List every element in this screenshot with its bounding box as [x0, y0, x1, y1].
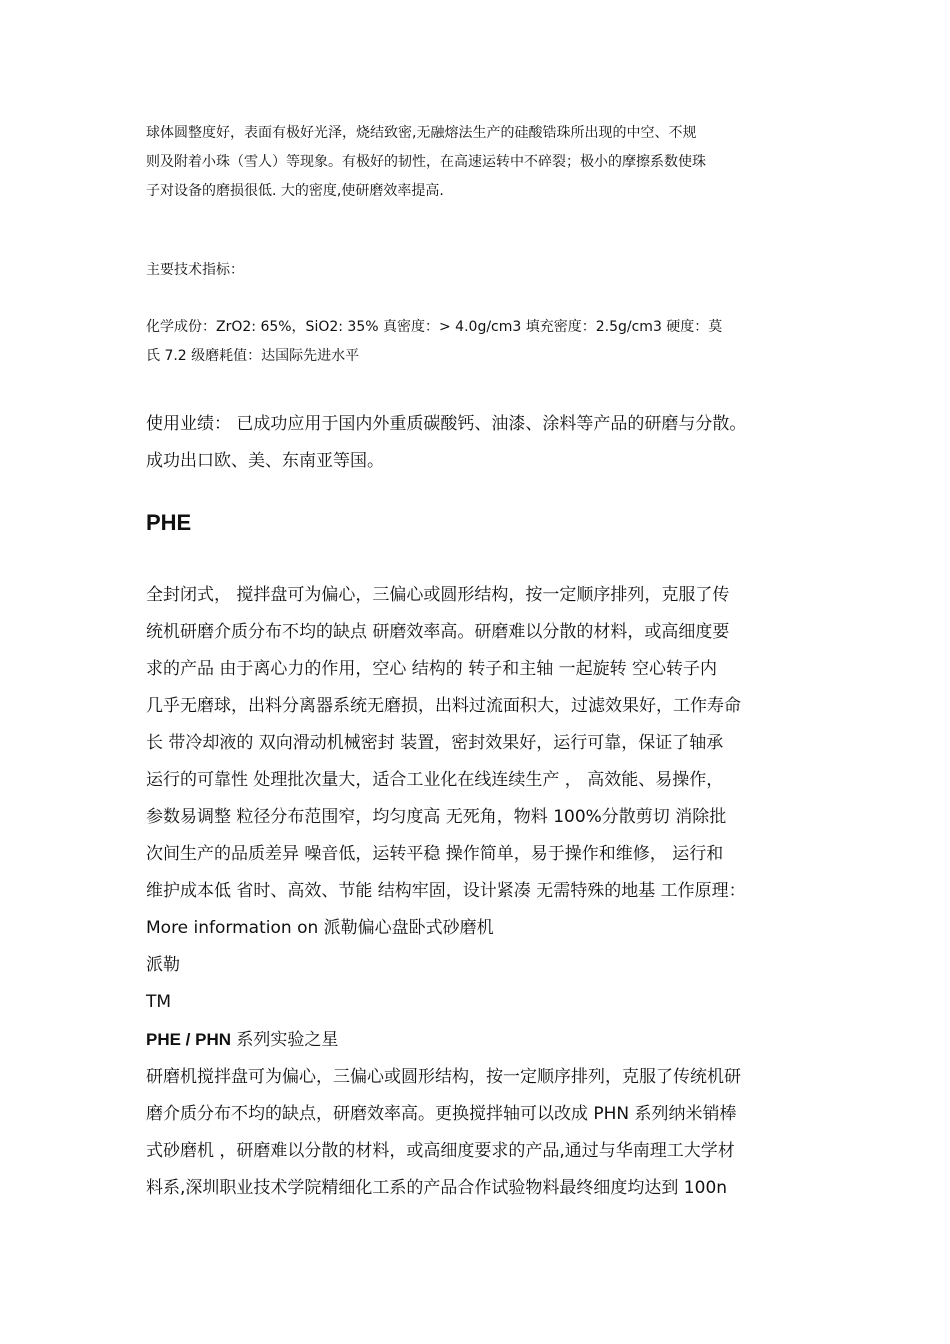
phe-heading: PHE — [146, 510, 192, 535]
phe-line: 全封闭式， 搅拌盘可为偏心，三偏心或圆形结构，按一定顺序排列，克服了传 — [146, 585, 730, 605]
intro-line: 子对设备的磨损很低. 大的密度,使研磨效率提高. — [146, 183, 444, 199]
series-line: 料系,深圳职业技术学院精细化工系的产品合作试验物料最终细度均达到 100n — [146, 1178, 728, 1198]
trademark-mark: TM — [146, 992, 172, 1012]
specs-line: 化学成份：ZrO2: 65%，SiO2: 35% 真密度：> 4.0g/cm3 填充密度：2.5g/cm3 硬度：莫 — [146, 319, 723, 335]
performance-line: 使用业绩： 已成功应用于国内外重质碳酸钙、油漆、涂料等产品的研磨与分散。 — [146, 414, 747, 434]
performance-paragraph — [146, 406, 746, 480]
phe-line: 求的产品 由于离心力的作用，空心 结构的 转子和主轴 一起旋转 空心转子内 — [146, 659, 718, 679]
intro-line: 则及附着小珠（雪人）等现象。有极好的韧性，在高速运转中不碎裂；极小的摩擦系数使珠 — [146, 154, 706, 170]
series-title-bold: PHE / PHN — [146, 1030, 232, 1049]
phe-line: 参数易调整 粒径分布范围窄，均匀度高 无死角，物料 100%分散剪切 消除批 — [146, 807, 727, 827]
phe-line: 次间生产的品质差异 噪音低，运转平稳 操作简单，易于操作和维修， 运行和 — [146, 844, 724, 864]
specs-line: 氏 7.2 级磨耗值：达国际先进水平 — [146, 348, 360, 364]
intro-line: 球体圆整度好，表面有极好光泽，烧结致密,无融熔法生产的硅酸锆珠所出现的中空、不规 — [146, 125, 697, 141]
more-information-link[interactable]: More information on 派勒偏心盘卧式砂磨机 — [146, 918, 494, 938]
series-title-rest: 系列实验之星 — [231, 1030, 339, 1050]
phe-line: 维护成本低 省时、高效、节能 结构牢固，设计紧凑 无需特殊的地基 工作原理： — [146, 881, 746, 901]
intro-paragraph — [146, 119, 706, 206]
series-line: 式砂磨机 ，研磨难以分散的材料，或高细度要求的产品,通过与华南理工大学材 — [146, 1141, 735, 1161]
specs-paragraph — [146, 313, 722, 371]
brand-name: 派勒 — [146, 955, 180, 975]
specs-heading: 主要技术指标： — [146, 262, 244, 278]
performance-line: 成功出口欧、美、东南亚等国。 — [146, 451, 384, 471]
phe-body — [146, 577, 746, 1207]
series-title — [146, 1021, 746, 1059]
phe-line: 几乎无磨球，出料分离器系统无磨损，出料过流面积大，过滤效果好，工作寿命 — [146, 696, 741, 716]
series-line: 研磨机搅拌盘可为偏心，三偏心或圆形结构，按一定顺序排列，克服了传统机研 — [146, 1067, 741, 1087]
phe-line: 统机研磨介质分布不均的缺点 研磨效率高。研磨难以分散的材料，或高细度要 — [146, 622, 730, 642]
series-line: 磨介质分布不均的缺点，研磨效率高。更换搅拌轴可以改成 PHN 系列纳米销棒 — [146, 1104, 737, 1124]
phe-line: 长 带冷却液的 双向滑动机械密封 装置，密封效果好，运行可靠，保证了轴承 — [146, 733, 724, 753]
phe-line: 运行的可靠性 处理批次量大，适合工业化在线连续生产 ， 高效能、易操作， — [146, 770, 724, 790]
